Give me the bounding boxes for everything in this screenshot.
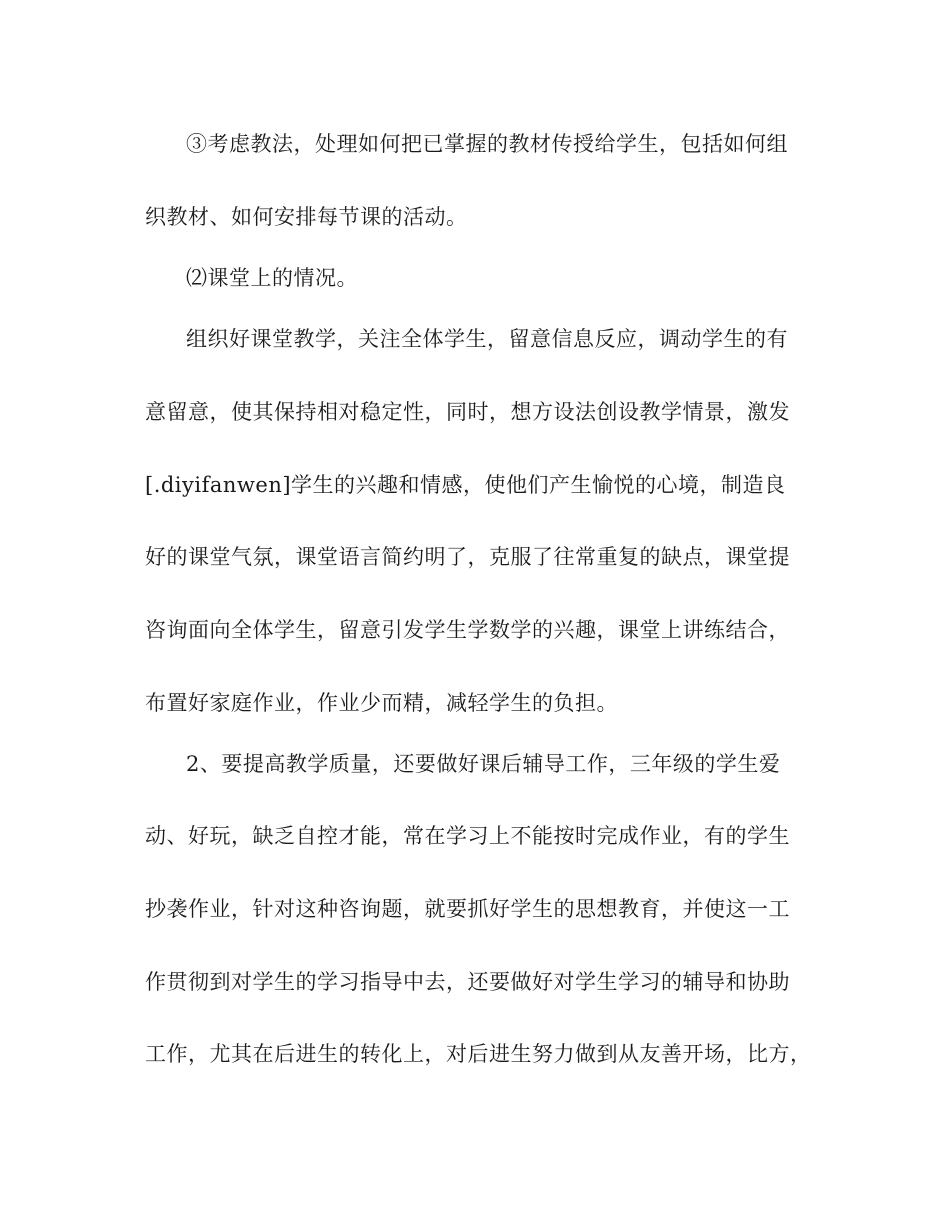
text-line: 工作，尤其在后进生的转化上，对后进生努力做到从友善开场，比方， [145,1042,812,1066]
text-line: ③考虑教法，处理如何把已掌握的教材传授给学生，包括如何组 [186,132,788,156]
text-line: 咨询面向全体学生，留意引发学生学数学的兴趣，课堂上讲练结合， [145,618,790,642]
text-line: 织教材、如何安排每节课的活动。 [145,205,468,229]
text-line: 2、要提高教学质量，还要做好课后辅导工作，三年级的学生爱 [186,752,781,776]
text-line: 好的课堂气氛，课堂语言简约明了，克服了往常重复的缺点，课堂提 [145,545,790,569]
text-line: ⑵课堂上的情况。 [186,266,358,290]
text-line: 动、好玩，缺乏自控才能，常在学习上不能按时完成作业，有的学生 [145,824,790,848]
text-line: 作贯彻到对学生的学习指导中去，还要做好对学生学习的辅导和协助 [145,970,790,994]
text-line: [.diyifanwen]学生的兴趣和情感，使他们产生愉悦的心境，制造良 [145,473,786,497]
text-line: 意留意，使其保持相对稳定性，同时，想方设法创设教学情景，激发 [145,400,790,424]
text-line: 组织好课堂教学，关注全体学生，留意信息反应，调动学生的有 [186,327,788,351]
text-line: 布置好家庭作业，作业少而精，减轻学生的负担。 [145,691,618,715]
text-line: 抄袭作业，针对这种咨询题，就要抓好学生的思想教育，并使这一工 [145,897,790,921]
